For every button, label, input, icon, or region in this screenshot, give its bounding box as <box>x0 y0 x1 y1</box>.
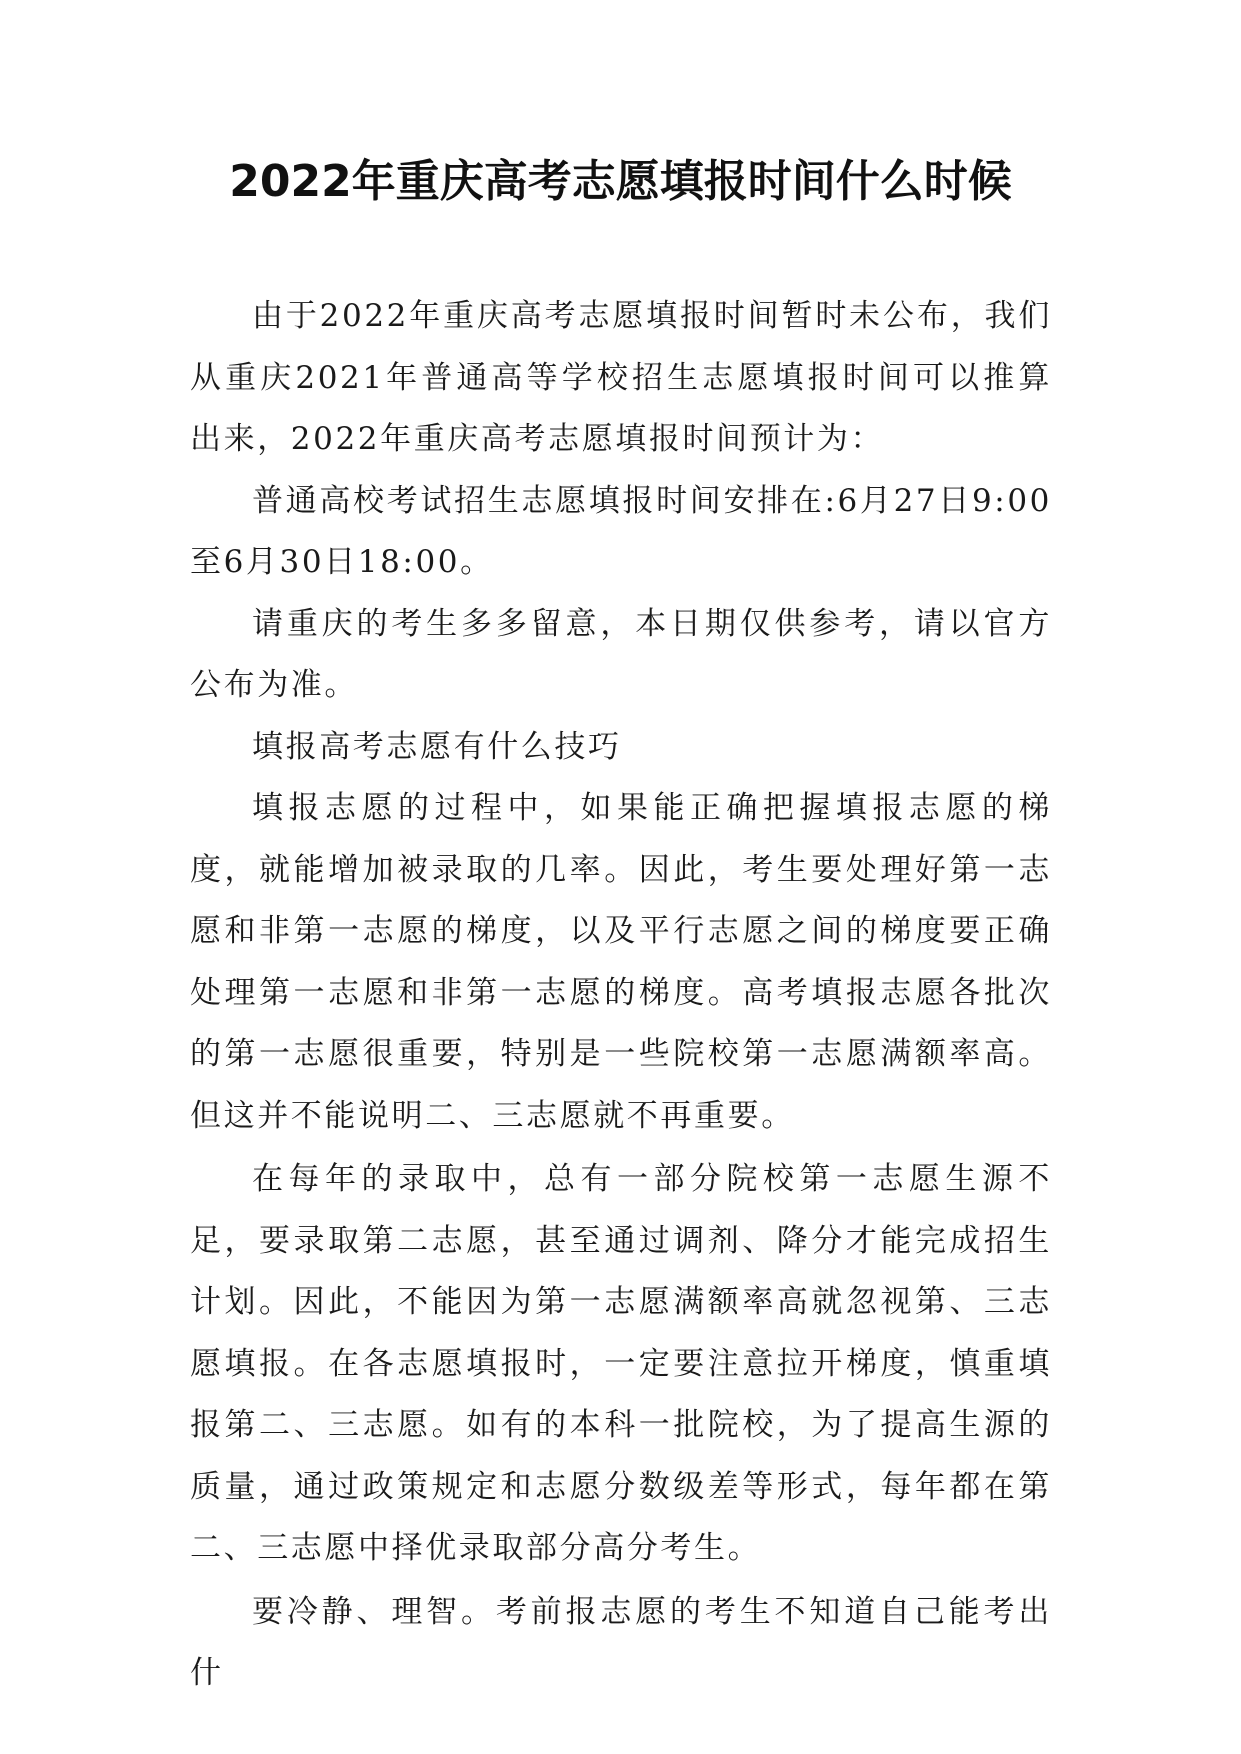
paragraph-calm: 要冷静、理智。考前报志愿的考生不知道自己能考出什 <box>190 1593 1052 1691</box>
document-body <box>190 286 1052 1705</box>
paragraph-notice: 请重庆的考生多多留意，本日期仅供参考，请以官方公布为准。 <box>190 605 1052 703</box>
paragraph-admission: 在每年的录取中，总有一部分院校第一志愿生源不足，要录取第二志愿，甚至通过调剂、降分才能完成招生计划。因此，不能因为第一志愿满额率高就忽视第、三志愿填报。在各志愿填报时，一定要注意拉开梯度，慎重填报第二、三志愿。如有的本科一批院校，为了提高生源的质量，通过政策规定和志愿分数级差等形式，每年都在第二、三志愿中择优录取部分高分考生。 <box>190 1161 1052 1566</box>
paragraph-gradient: 填报志愿的过程中，如果能正确把握填报志愿的梯度，就能增加被录取的几率。因此，考生要处理好第一志愿和非第一志愿的梯度，以及平行志愿之间的梯度要正确处理第一志愿和非第一志愿的梯度。高考填报志愿各批次的第一志愿很重要，特别是一些院校第一志愿满额率高。但这并不能说明二、三志愿就不再重要。 <box>190 790 1052 1134</box>
paragraph-intro: 由于2022年重庆高考志愿填报时间暂时未公布，我们从重庆2021年普通高等学校招生志愿填报时间可以推算出来，2022年重庆高考志愿填报时间预计为： <box>190 298 1052 457</box>
document-title: 2022年重庆高考志愿填报时间什么时候 <box>229 156 1012 207</box>
paragraph-schedule: 普通高校考试招生志愿填报时间安排在:6月27日9:00至6月30日18:00。 <box>190 482 1052 580</box>
paragraph-subheading: 填报高考志愿有什么技巧 <box>252 728 622 765</box>
